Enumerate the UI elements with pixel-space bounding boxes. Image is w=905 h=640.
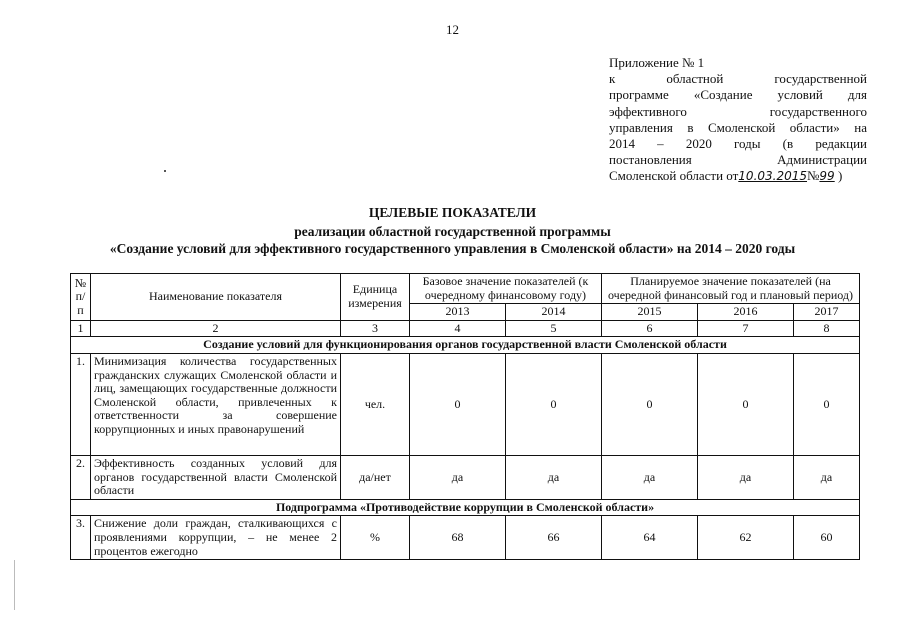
column-number: 1 — [71, 320, 91, 337]
appendix-decree-prefix: Смоленской области от — [609, 168, 739, 184]
section-row — [71, 337, 860, 354]
value-2014: 0 — [506, 353, 602, 455]
value-2016: да — [698, 455, 794, 499]
column-numbers-row — [71, 320, 860, 337]
value-2015: 0 — [602, 353, 698, 455]
value-2014: да — [506, 455, 602, 499]
scan-artifact-line — [14, 560, 15, 610]
handwritten-number: 99 — [819, 169, 835, 184]
column-number: 7 — [698, 320, 794, 337]
value-2017: да — [794, 455, 860, 499]
appendix-block — [609, 55, 867, 185]
indicator-unit: чел. — [341, 353, 410, 455]
appendix-line: программе «Создание условий для — [609, 87, 867, 103]
indicator-name: Минимизация количества государственных гражданских служащих Смоленской области и лиц, замещающих государственные должности Смоленской области, привлеченных к ответственности за совершение коррупционных и иных правонарушений — [91, 353, 341, 455]
indicator-name: Снижение доли граждан, сталкивающихся с проявлениями коррупции, – не менее 2 процентов ежегодно — [91, 516, 341, 560]
value-2017: 60 — [794, 516, 860, 560]
row-number: 3. — [71, 516, 91, 560]
appendix-line: к областной государственной — [609, 71, 867, 87]
section-title: Подпрограмма «Противодействие коррупции в Смоленской области» — [71, 499, 860, 516]
value-2013: да — [410, 455, 506, 499]
table-row — [71, 516, 860, 560]
header-unit: Единица измерения — [341, 274, 410, 321]
header-year: 2014 — [506, 304, 602, 321]
column-number: 5 — [506, 320, 602, 337]
appendix-line: 2014 – 2020 годы (в редакции — [609, 136, 867, 152]
table-row — [71, 455, 860, 499]
table-row — [71, 353, 860, 455]
section-row — [71, 499, 860, 516]
value-2015: да — [602, 455, 698, 499]
row-number: 2. — [71, 455, 91, 499]
page-number: 12 — [446, 22, 459, 37]
indicator-name: Эффективность созданных условий для органов государственной власти Смоленской области — [91, 455, 341, 499]
value-2014: 66 — [506, 516, 602, 560]
value-2016: 62 — [698, 516, 794, 560]
appendix-line: постановления Администрации — [609, 152, 867, 168]
indicator-unit: да/нет — [341, 455, 410, 499]
header-plan: Планируемое значение показателей (на очередной финансовый год и плановый период) — [602, 274, 860, 304]
value-2017: 0 — [794, 353, 860, 455]
header-year: 2015 — [602, 304, 698, 321]
appendix-decree-suffix: ) — [837, 168, 843, 184]
program-name: «Создание условий для эффективного государственного управления в Смоленской области» на 2014 – 2020 годы — [109, 241, 796, 256]
row-number: 1. — [71, 353, 91, 455]
section-title: Создание условий для функционирования органов государственной власти Смоленской области — [71, 337, 860, 354]
value-2016: 0 — [698, 353, 794, 455]
header-name: Наименование показателя — [91, 274, 341, 321]
appendix-line: управления в Смоленской области» на — [609, 119, 867, 135]
indicator-unit: % — [341, 516, 410, 560]
header-base: Базовое значение показателей (к очередному финансовому году) — [410, 274, 602, 304]
handwritten-date: 10.03.2015 — [738, 169, 808, 184]
table-header-row — [71, 274, 860, 304]
appendix-decree-line — [609, 168, 867, 184]
appendix-line: эффективного государственного — [609, 103, 867, 119]
value-2013: 0 — [410, 353, 506, 455]
scan-speck — [164, 170, 166, 172]
column-number: 8 — [794, 320, 860, 337]
header-num: № п/п — [71, 274, 91, 321]
header-year: 2017 — [794, 304, 860, 321]
value-2015: 64 — [602, 516, 698, 560]
column-number: 2 — [91, 320, 341, 337]
value-2013: 68 — [410, 516, 506, 560]
header-year: 2016 — [698, 304, 794, 321]
column-number: 3 — [341, 320, 410, 337]
document-title: ЦЕЛЕВЫЕ ПОКАЗАТЕЛИ — [368, 205, 537, 220]
column-number: 6 — [602, 320, 698, 337]
appendix-title: Приложение № 1 — [609, 55, 705, 70]
header-year: 2013 — [410, 304, 506, 321]
indicators-table — [70, 273, 860, 560]
document-subtitle: реализации областной государственной программы — [294, 224, 611, 239]
number-sign: № — [807, 168, 820, 184]
column-number: 4 — [410, 320, 506, 337]
